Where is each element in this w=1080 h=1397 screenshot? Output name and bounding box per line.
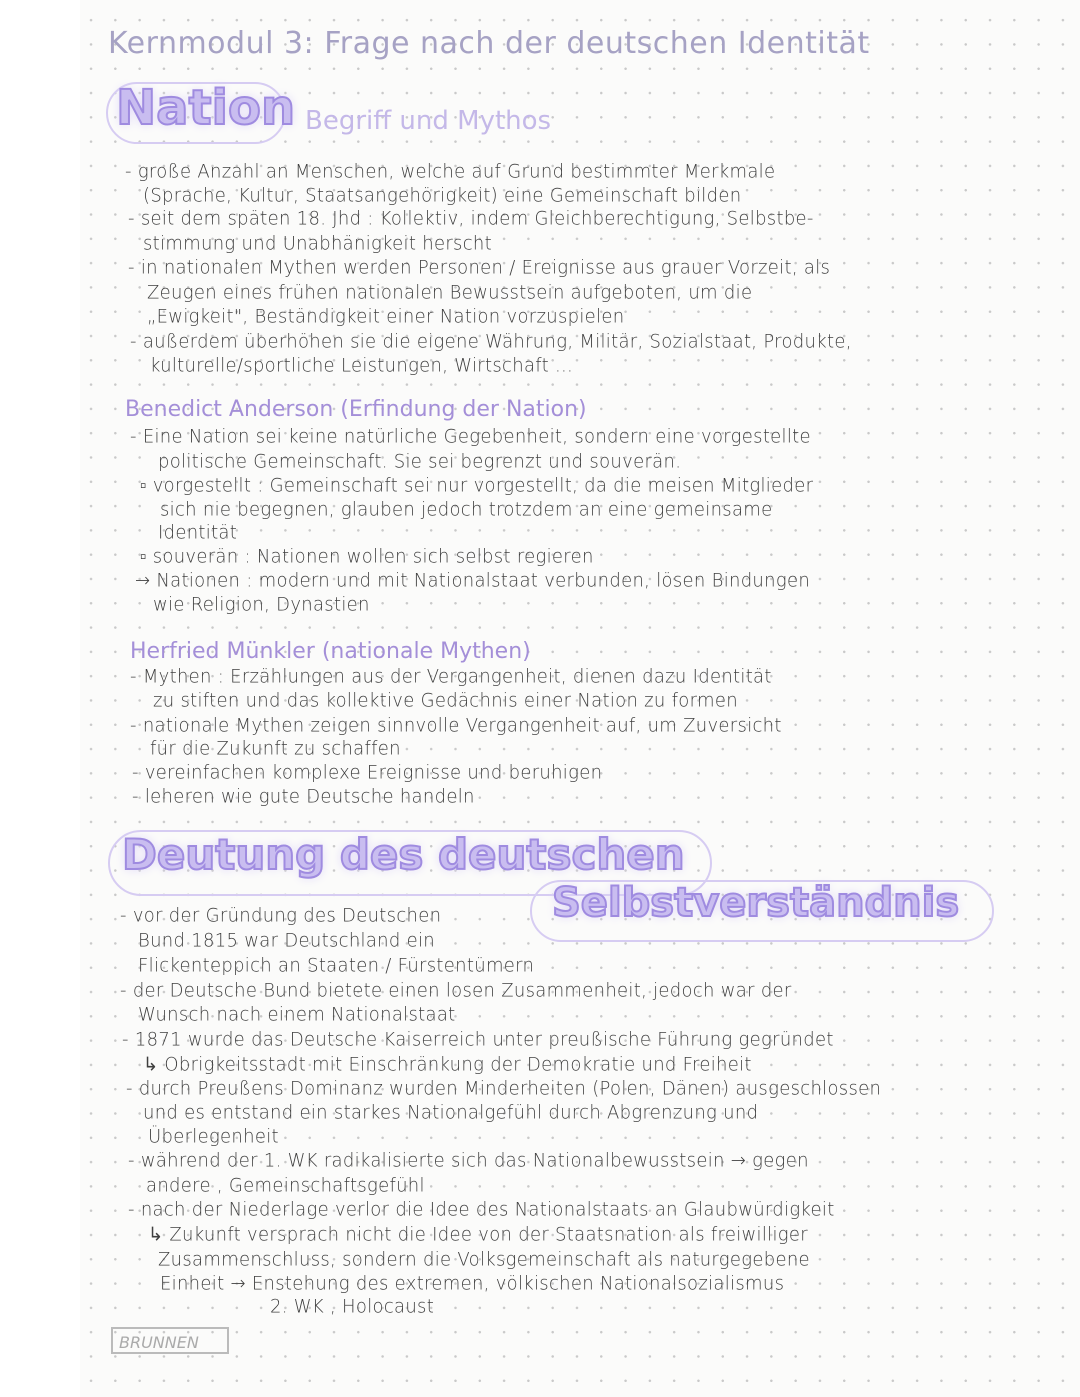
note-line: politische Gemeinschaft. Sie sei begrenzt und souverän. bbox=[158, 450, 682, 473]
muenkler-heading: Herfried Münkler (nationale Mythen) bbox=[130, 639, 531, 664]
note-line: Bund 1815 war Deutschland ein bbox=[138, 929, 436, 952]
note-line: ↳ Obrigkeitsstadt mit Einschränkung der Demokratie und Freiheit bbox=[143, 1053, 752, 1076]
note-line: - vor der Gründung des Deutschen bbox=[120, 904, 442, 927]
note-line: (Sprache, Kultur, Staatsangehörigkeit) eine Gemeinschaft bilden bbox=[143, 184, 742, 207]
note-line: - große Anzahl an Menschen, welche auf Grund bestimmter Merkmale bbox=[125, 160, 776, 183]
note-line: ↳ Zukunft versprach nicht die Idee von der Staatsnation als freiwilliger bbox=[148, 1223, 808, 1246]
note-line: → Nationen : modern und mit Nationalstaat verbunden, lösen Bindungen bbox=[135, 569, 811, 592]
nation-subtitle: Begriff und Mythos bbox=[305, 106, 552, 136]
note-line: Zeugen eines frühen nationalen Bewusstsein aufgeboten, um die bbox=[147, 281, 753, 304]
page-title: Kernmodul 3: Frage nach der deutschen Identität bbox=[108, 26, 870, 61]
note-line: - in nationalen Mythen werden Personen / Ereignisse aus grauer Vorzeit, als bbox=[128, 256, 831, 279]
note-line: stimmung und Unabhänigkeit herscht bbox=[143, 232, 492, 255]
note-line: wie Religion, Dynastien bbox=[153, 593, 370, 616]
note-line: „Ewigkeit", Beständigkeit einer Nation vorzuspielen bbox=[147, 305, 625, 328]
note-line: zu stiften und das kollektive Gedächnis einer Nation zu formen bbox=[153, 689, 738, 712]
note-line: - der Deutsche Bund bietete einen losen Zusammenheit, jedoch war der bbox=[120, 979, 792, 1002]
brunnen-logo: BRUNNEN bbox=[111, 1327, 229, 1354]
note-line: - Eine Nation sei keine natürliche Gegebenheit, sondern eine vorgestellte bbox=[130, 425, 811, 448]
note-line: - Mythen : Erzählungen aus der Vergangenheit, dienen dazu Identität bbox=[130, 665, 772, 688]
note-line: - 1871 wurde das Deutsche Kaiserreich unter preußische Führung gegründet bbox=[122, 1028, 834, 1051]
nation-heading: Nation bbox=[116, 80, 296, 136]
note-line: ▫ souverän : Nationen wollen sich selbst regieren bbox=[140, 545, 594, 568]
note-line: - durch Preußens Dominanz wurden Minderheiten (Polen, Dänen) ausgeschlossen bbox=[126, 1077, 882, 1100]
note-line: andere , Gemeinschaftsgefühl bbox=[146, 1174, 425, 1197]
deutung-heading-2: Selbstverständnis bbox=[552, 880, 960, 926]
note-line: Wunsch nach einem Nationalstaat bbox=[138, 1003, 456, 1026]
note-line: - nationale Mythen zeigen sinnvolle Vergangenheit auf, um Zuversicht bbox=[130, 714, 782, 737]
note-line: 2. WK , Holocaust bbox=[270, 1295, 435, 1318]
note-line: Flickenteppich an Staaten / Fürstentümern bbox=[138, 954, 535, 977]
page-margin bbox=[0, 0, 80, 1397]
note-line: - außerdem überhöhen sie die eigene Währung, Militär, Sozialstaat, Produkte, bbox=[130, 330, 852, 353]
note-line: Einheit → Enstehung des extremen, völkischen Nationalsozialismus bbox=[160, 1272, 785, 1295]
deutung-heading: Deutung des deutschen bbox=[122, 830, 685, 879]
note-line: - während der 1. WK radikalisierte sich das Nationalbewusstsein → gegen bbox=[128, 1149, 809, 1172]
note-line: für die Zukunft zu schaffen bbox=[150, 737, 401, 760]
note-line: ▫ vorgestellt : Gemeinschaft sei nur vorgestellt, da die meisen Mitglieder bbox=[140, 474, 814, 497]
note-line: Identität bbox=[158, 521, 238, 544]
note-line: - seit dem späten 18. Jhd : Kollektiv, indem Gleichberechtigung, Selbstbe- bbox=[128, 207, 814, 230]
note-line: sich nie begegnen, glauben jedoch trotzdem an eine gemeinsame bbox=[160, 498, 773, 521]
note-line: und es entstand ein starkes Nationalgefühl durch Abgrenzung und bbox=[143, 1101, 759, 1124]
anderson-heading: Benedict Anderson (Erfindung der Nation) bbox=[125, 397, 587, 422]
note-line: Überlegenheit bbox=[148, 1125, 279, 1148]
note-line: - vereinfachen komplexe Ereignisse und beruhigen bbox=[132, 761, 603, 784]
note-line: Zusammenschluss, sondern die Volksgemeinschaft als naturgegebene bbox=[158, 1248, 810, 1271]
note-line: - leheren wie gute Deutsche handeln bbox=[132, 785, 475, 808]
note-line: kulturelle/sportliche Leistungen, Wirtschaft ... bbox=[150, 354, 574, 377]
note-line: - nach der Niederlage verlor die Idee des Nationalstaats an Glaubwürdigkeit bbox=[128, 1198, 835, 1221]
